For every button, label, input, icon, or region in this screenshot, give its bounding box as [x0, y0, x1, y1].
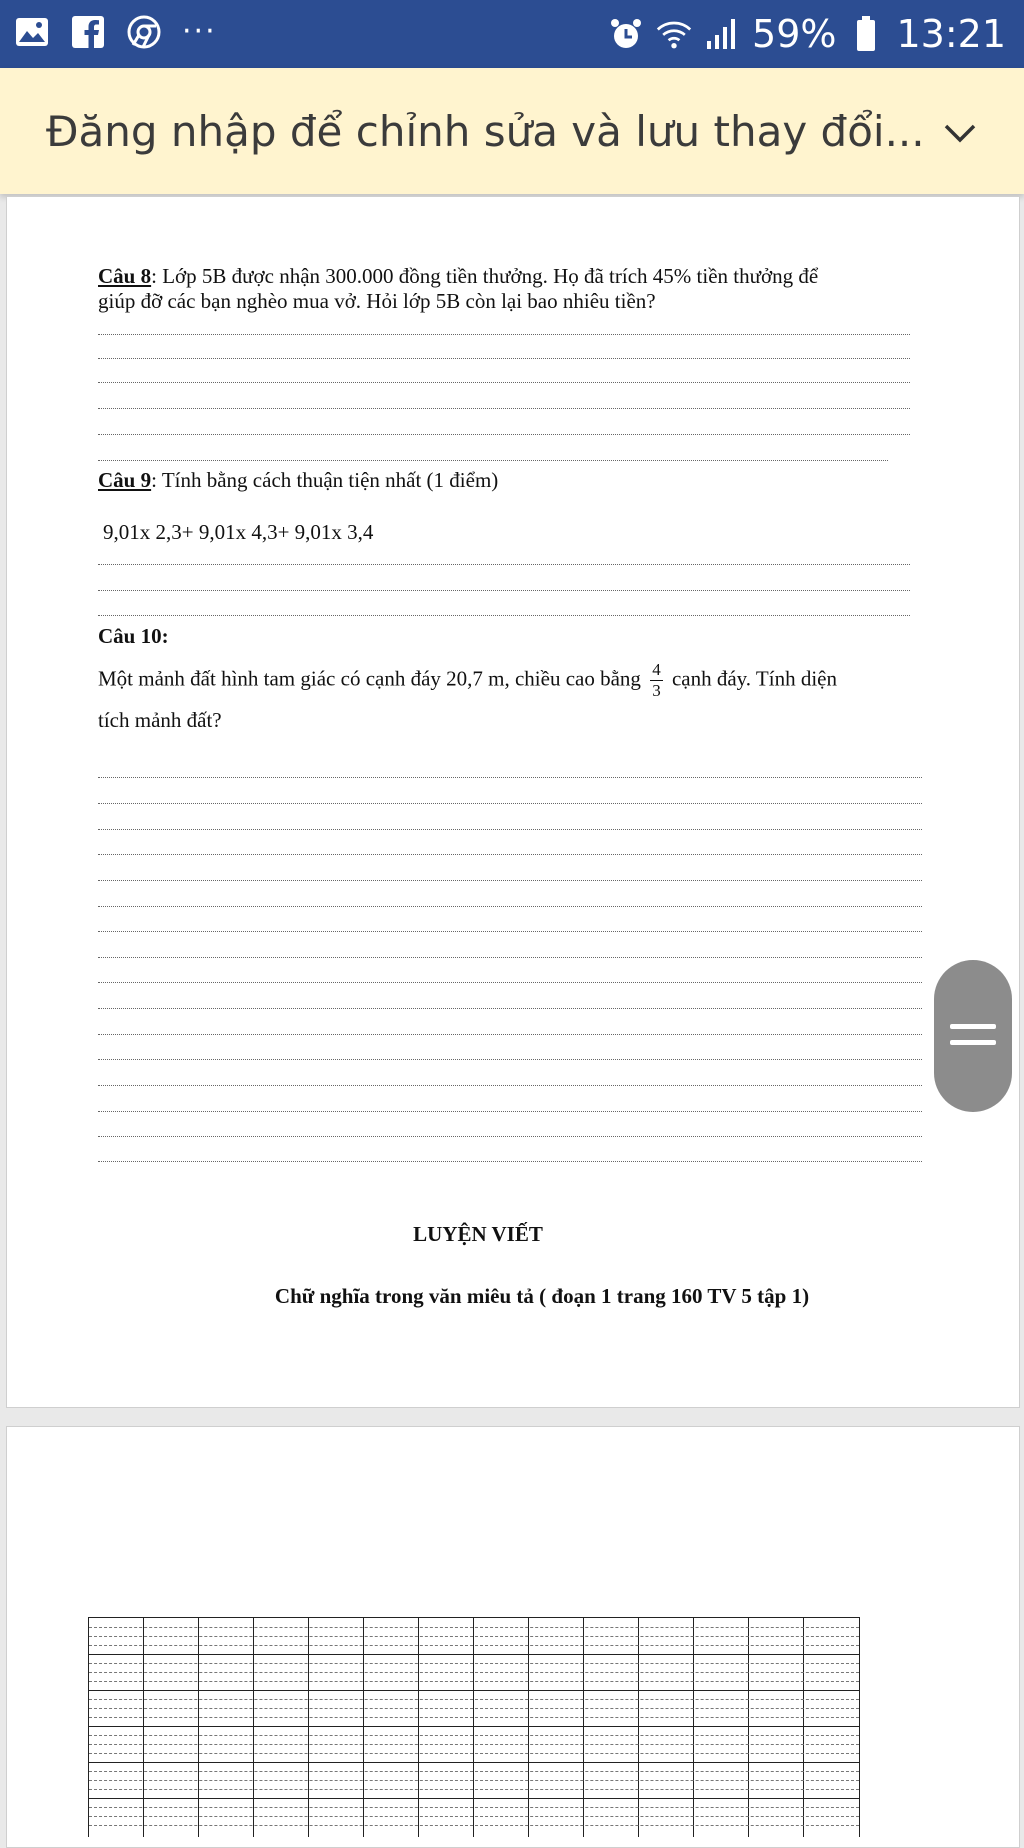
question-8-text-line2: giúp đỡ các bạn nghèo mua vở. Hỏi lớp 5B còn lại bao nhiêu tiền? [98, 289, 656, 313]
more-notifications: ··· [182, 14, 217, 49]
question-9 [98, 468, 918, 493]
answer-line [98, 1111, 922, 1112]
answer-line [98, 460, 888, 461]
answer-line [98, 777, 922, 778]
answer-line [98, 358, 910, 359]
answer-line [98, 829, 922, 830]
alarm-icon [608, 16, 644, 52]
question-10-text-line2: tích mảnh đất? [98, 708, 222, 732]
answer-line [98, 334, 910, 335]
fraction-numerator: 4 [652, 660, 661, 679]
wifi-icon [656, 16, 692, 52]
chrome-icon [126, 14, 162, 50]
fraction-denominator: 3 [652, 681, 661, 700]
question-8-label: Câu 8 [98, 264, 152, 288]
answer-line [98, 906, 922, 907]
battery-percent: 59% [752, 12, 837, 56]
question-9-label: Câu 9 [98, 468, 152, 492]
section-subheading: Chữ nghĩa trong văn miêu tả ( đoạn 1 trang 160 TV 5 tập 1) [274, 1284, 810, 1308]
answer-line [98, 382, 910, 383]
battery-icon [848, 16, 884, 52]
question-10-text-after: cạnh đáy. Tính diện [671, 666, 837, 691]
answer-line [98, 1085, 922, 1086]
fraction [650, 660, 663, 701]
answer-line [98, 1034, 922, 1035]
chevron-down-icon[interactable] [940, 112, 980, 152]
section-heading: LUYỆN VIẾT [413, 1222, 543, 1246]
answer-line [98, 564, 910, 565]
question-10-label-text: Câu 10: [98, 624, 169, 648]
answer-line [98, 434, 910, 435]
sign-in-banner[interactable] [0, 68, 1024, 194]
answer-line [98, 1161, 922, 1162]
gallery-icon [14, 14, 50, 50]
scroll-handle[interactable] [934, 960, 1012, 1112]
answer-line [98, 408, 910, 409]
answer-line [98, 803, 922, 804]
signal-icon [704, 16, 740, 52]
question-9-text: : Tính bằng cách thuận tiện nhất (1 điểm) [151, 468, 499, 492]
answer-line [98, 615, 910, 616]
answer-line [98, 957, 922, 958]
answer-line [98, 1136, 922, 1137]
clock: 13:21 [896, 12, 1006, 56]
question-8 [98, 264, 918, 314]
status-bar [0, 0, 1024, 68]
answer-line [98, 854, 922, 855]
answer-line [98, 880, 922, 881]
answer-line [98, 931, 922, 932]
facebook-icon [70, 14, 106, 50]
answer-line [98, 982, 922, 983]
question-10-text: Một mảnh đất hình tam giác có cạnh đáy 20,7 m, chiều cao bằng [98, 666, 641, 691]
answer-line [98, 1008, 922, 1009]
question-10-label [98, 624, 169, 649]
answer-line [98, 590, 910, 591]
question-10 [98, 660, 928, 701]
answer-line [98, 1059, 922, 1060]
question-8-text: : Lớp 5B được nhận 300.000 đồng tiền thưởng. Họ đã trích 45% tiền thưởng để [151, 264, 819, 288]
sign-in-message[interactable]: Đăng nhập để chỉnh sửa và lưu thay đổi... [46, 107, 925, 156]
handwriting-grid [88, 1617, 860, 1837]
question-9-expression: 9,01x 2,3+ 9,01x 4,3+ 9,01x 3,4 [103, 520, 374, 544]
